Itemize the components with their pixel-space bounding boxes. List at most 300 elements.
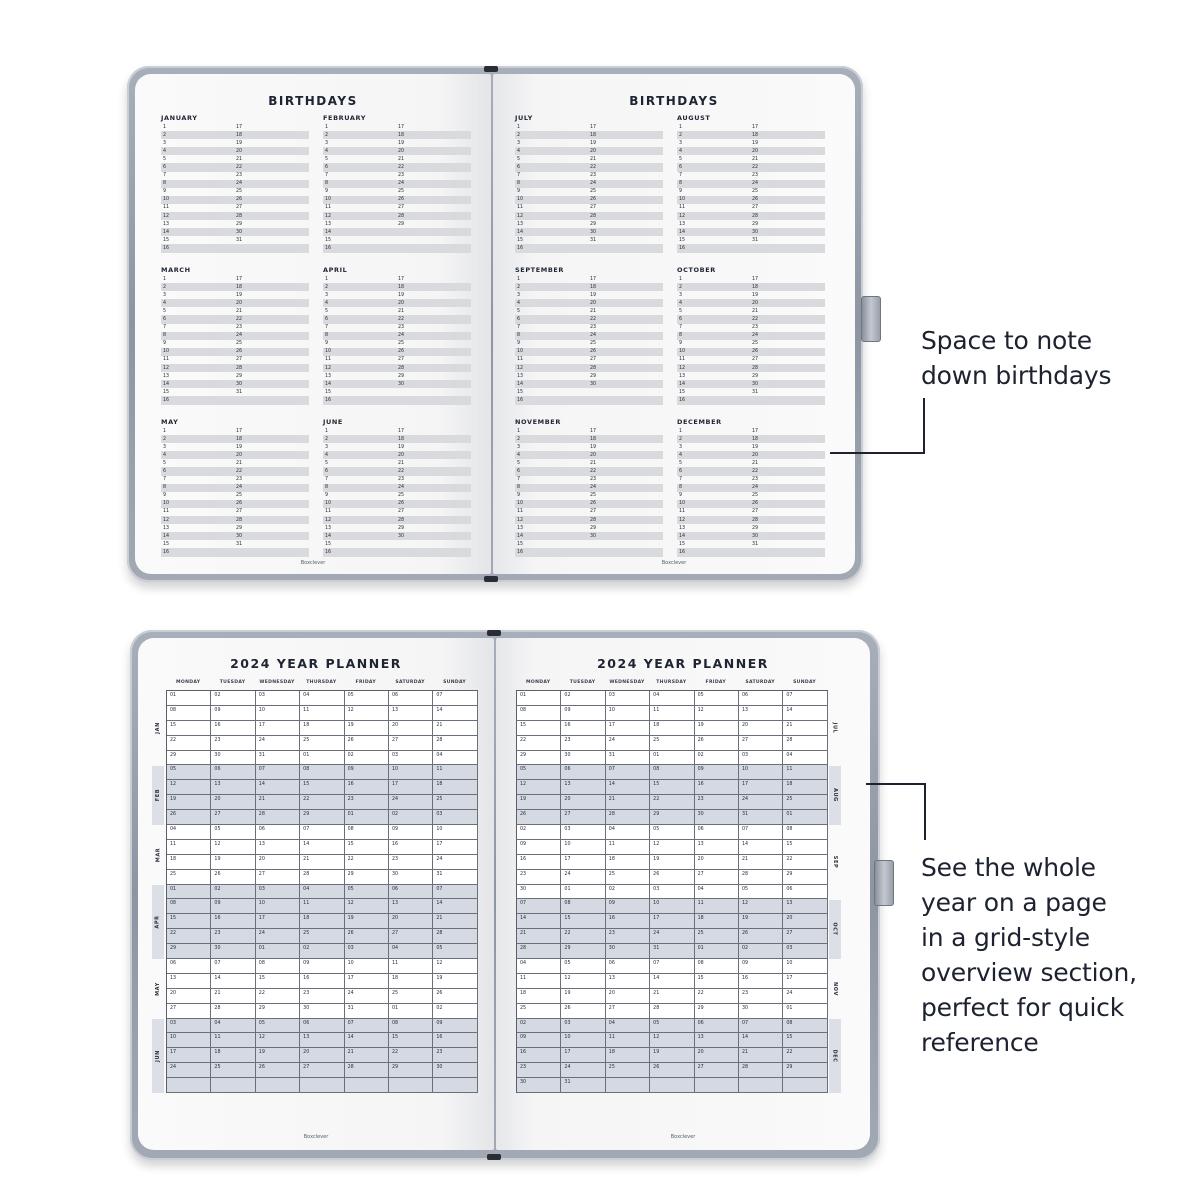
day-cell[interactable]: 16 xyxy=(739,974,783,989)
day-cell[interactable]: 30 xyxy=(389,870,433,885)
day-cell[interactable]: 26 xyxy=(561,1004,605,1019)
day-cell[interactable]: 14 xyxy=(345,1033,389,1048)
birthday-entry-row[interactable] xyxy=(515,396,663,404)
birthday-entry-row[interactable] xyxy=(161,532,309,540)
day-cell[interactable]: 30 xyxy=(433,1063,477,1078)
day-cell[interactable]: 23 xyxy=(211,929,255,944)
birthday-entry-row[interactable] xyxy=(323,548,471,556)
day-cell[interactable]: 02 xyxy=(606,885,650,900)
day-cell[interactable]: 25 xyxy=(300,929,344,944)
day-cell[interactable]: 21 xyxy=(517,929,561,944)
birthday-entry-row[interactable] xyxy=(323,139,471,147)
birthday-entry-row[interactable] xyxy=(323,540,471,548)
birthday-entry-row[interactable] xyxy=(323,484,471,492)
day-cell[interactable]: 23 xyxy=(606,929,650,944)
birthday-entry-row[interactable] xyxy=(161,516,309,524)
birthday-entry-row[interactable] xyxy=(677,532,825,540)
day-cell[interactable]: 30 xyxy=(561,751,605,766)
birthday-entry-row[interactable] xyxy=(323,372,471,380)
day-cell[interactable]: 11 xyxy=(606,840,650,855)
day-cell[interactable]: 12 xyxy=(345,706,389,721)
birthday-entry-row[interactable] xyxy=(515,548,663,556)
birthday-entry-row[interactable] xyxy=(515,516,663,524)
day-cell[interactable]: 18 xyxy=(695,914,739,929)
day-cell[interactable]: 07 xyxy=(739,1019,783,1034)
birthday-entry-row[interactable] xyxy=(515,324,663,332)
day-cell[interactable] xyxy=(739,1078,783,1093)
day-cell[interactable]: 27 xyxy=(389,736,433,751)
birthday-entry-row[interactable] xyxy=(161,131,309,139)
day-cell[interactable]: 23 xyxy=(389,855,433,870)
birthday-entry-row[interactable] xyxy=(323,340,471,348)
day-cell[interactable]: 06 xyxy=(389,885,433,900)
day-cell[interactable]: 16 xyxy=(517,855,561,870)
day-cell[interactable]: 19 xyxy=(517,795,561,810)
day-cell[interactable]: 29 xyxy=(561,944,605,959)
day-cell[interactable]: 06 xyxy=(167,959,211,974)
day-cell[interactable]: 01 xyxy=(650,751,694,766)
day-cell[interactable]: 21 xyxy=(783,721,827,736)
birthday-entry-row[interactable] xyxy=(515,540,663,548)
birthday-entry-row[interactable] xyxy=(323,123,471,131)
day-cell[interactable]: 07 xyxy=(211,959,255,974)
birthday-entry-row[interactable] xyxy=(515,275,663,283)
birthday-entry-row[interactable] xyxy=(161,435,309,443)
day-cell[interactable]: 09 xyxy=(739,959,783,974)
day-cell[interactable]: 16 xyxy=(345,780,389,795)
day-cell[interactable]: 15 xyxy=(561,914,605,929)
day-cell[interactable]: 05 xyxy=(345,691,389,706)
day-cell[interactable]: 12 xyxy=(561,974,605,989)
day-cell[interactable]: 13 xyxy=(695,840,739,855)
day-cell[interactable]: 28 xyxy=(739,1063,783,1078)
day-cell[interactable]: 06 xyxy=(606,959,650,974)
birthday-entry-row[interactable] xyxy=(161,307,309,315)
birthday-entry-row[interactable] xyxy=(323,275,471,283)
day-cell[interactable]: 27 xyxy=(783,929,827,944)
birthday-entry-row[interactable] xyxy=(515,236,663,244)
day-cell[interactable]: 21 xyxy=(256,795,300,810)
birthday-entry-row[interactable] xyxy=(161,155,309,163)
day-cell[interactable] xyxy=(650,1078,694,1093)
day-cell[interactable]: 11 xyxy=(300,899,344,914)
day-cell[interactable]: 30 xyxy=(517,1078,561,1093)
birthday-entry-row[interactable] xyxy=(677,388,825,396)
day-cell[interactable]: 17 xyxy=(606,721,650,736)
day-cell[interactable]: 25 xyxy=(650,736,694,751)
day-cell[interactable]: 22 xyxy=(650,795,694,810)
birthday-entry-row[interactable] xyxy=(677,332,825,340)
day-cell[interactable]: 22 xyxy=(167,929,211,944)
day-cell[interactable]: 29 xyxy=(695,1004,739,1019)
day-cell[interactable]: 05 xyxy=(739,885,783,900)
day-cell[interactable]: 12 xyxy=(167,780,211,795)
birthday-entry-row[interactable] xyxy=(677,364,825,372)
birthday-entry-row[interactable] xyxy=(161,228,309,236)
day-cell[interactable]: 08 xyxy=(256,959,300,974)
birthday-entry-row[interactable] xyxy=(677,299,825,307)
birthday-entry-row[interactable] xyxy=(515,443,663,451)
day-cell[interactable]: 28 xyxy=(345,1063,389,1078)
day-cell[interactable]: 31 xyxy=(561,1078,605,1093)
day-cell[interactable]: 13 xyxy=(389,706,433,721)
birthday-entry-row[interactable] xyxy=(515,315,663,323)
day-cell[interactable]: 13 xyxy=(256,840,300,855)
day-cell[interactable]: 18 xyxy=(433,780,477,795)
birthday-entry-row[interactable] xyxy=(515,356,663,364)
day-cell[interactable]: 17 xyxy=(783,974,827,989)
birthday-entry-row[interactable] xyxy=(161,188,309,196)
day-cell[interactable]: 19 xyxy=(739,914,783,929)
day-cell[interactable]: 24 xyxy=(606,736,650,751)
birthday-entry-row[interactable] xyxy=(677,356,825,364)
day-cell[interactable]: 25 xyxy=(167,870,211,885)
birthday-entry-row[interactable] xyxy=(161,180,309,188)
birthday-entry-row[interactable] xyxy=(323,236,471,244)
birthday-entry-row[interactable] xyxy=(677,212,825,220)
day-cell[interactable]: 10 xyxy=(650,899,694,914)
day-cell[interactable]: 21 xyxy=(739,855,783,870)
day-cell[interactable]: 15 xyxy=(167,721,211,736)
day-cell[interactable]: 06 xyxy=(695,1019,739,1034)
day-cell[interactable]: 09 xyxy=(695,765,739,780)
day-cell[interactable]: 27 xyxy=(695,870,739,885)
day-cell[interactable]: 18 xyxy=(167,855,211,870)
day-cell[interactable]: 20 xyxy=(561,795,605,810)
birthday-entry-row[interactable] xyxy=(677,307,825,315)
day-cell[interactable]: 24 xyxy=(650,929,694,944)
birthday-entry-row[interactable] xyxy=(161,348,309,356)
birthday-entry-row[interactable] xyxy=(677,236,825,244)
day-cell[interactable]: 30 xyxy=(211,944,255,959)
birthday-entry-row[interactable] xyxy=(323,492,471,500)
day-cell[interactable]: 01 xyxy=(256,944,300,959)
birthday-entry-row[interactable] xyxy=(161,275,309,283)
day-cell[interactable]: 19 xyxy=(256,1048,300,1063)
birthday-entry-row[interactable] xyxy=(323,204,471,212)
day-cell[interactable]: 11 xyxy=(695,899,739,914)
day-cell[interactable]: 04 xyxy=(300,691,344,706)
day-cell[interactable]: 05 xyxy=(650,825,694,840)
birthday-entry-row[interactable] xyxy=(323,291,471,299)
day-cell[interactable]: 19 xyxy=(650,855,694,870)
day-cell[interactable]: 14 xyxy=(606,780,650,795)
day-cell[interactable]: 20 xyxy=(389,721,433,736)
day-cell[interactable]: 24 xyxy=(561,870,605,885)
day-cell[interactable]: 14 xyxy=(256,780,300,795)
day-cell[interactable]: 29 xyxy=(783,870,827,885)
day-cell[interactable]: 22 xyxy=(300,795,344,810)
birthday-entry-row[interactable] xyxy=(515,508,663,516)
day-cell[interactable]: 27 xyxy=(606,1004,650,1019)
day-cell[interactable]: 18 xyxy=(300,721,344,736)
day-cell[interactable]: 12 xyxy=(650,840,694,855)
day-cell[interactable]: 29 xyxy=(256,1004,300,1019)
birthday-entry-row[interactable] xyxy=(161,524,309,532)
birthday-entry-row[interactable] xyxy=(323,396,471,404)
birthday-entry-row[interactable] xyxy=(677,380,825,388)
day-cell[interactable]: 30 xyxy=(211,751,255,766)
birthday-entry-row[interactable] xyxy=(161,540,309,548)
birthday-entry-row[interactable] xyxy=(677,484,825,492)
day-cell[interactable]: 26 xyxy=(167,810,211,825)
birthday-entry-row[interactable] xyxy=(677,123,825,131)
day-cell[interactable]: 01 xyxy=(783,810,827,825)
day-cell[interactable]: 05 xyxy=(211,825,255,840)
day-cell[interactable]: 10 xyxy=(561,840,605,855)
birthday-entry-row[interactable] xyxy=(677,180,825,188)
birthday-entry-row[interactable] xyxy=(323,155,471,163)
day-cell[interactable]: 29 xyxy=(167,751,211,766)
birthday-entry-row[interactable] xyxy=(677,443,825,451)
day-cell[interactable]: 31 xyxy=(256,751,300,766)
day-cell[interactable]: 06 xyxy=(389,691,433,706)
day-cell[interactable]: 30 xyxy=(695,810,739,825)
birthday-entry-row[interactable] xyxy=(677,139,825,147)
day-cell[interactable]: 08 xyxy=(345,825,389,840)
day-cell[interactable]: 08 xyxy=(300,765,344,780)
birthday-entry-row[interactable] xyxy=(323,380,471,388)
day-cell[interactable]: 24 xyxy=(389,795,433,810)
day-cell[interactable]: 02 xyxy=(211,885,255,900)
day-cell[interactable]: 09 xyxy=(517,1033,561,1048)
day-cell[interactable]: 09 xyxy=(433,1019,477,1034)
day-cell[interactable]: 03 xyxy=(433,810,477,825)
day-cell[interactable]: 04 xyxy=(517,959,561,974)
day-cell[interactable]: 18 xyxy=(783,780,827,795)
day-cell[interactable]: 08 xyxy=(561,899,605,914)
birthday-entry-row[interactable] xyxy=(161,380,309,388)
day-cell[interactable]: 17 xyxy=(650,914,694,929)
day-cell[interactable]: 07 xyxy=(256,765,300,780)
day-cell[interactable]: 05 xyxy=(167,765,211,780)
day-cell[interactable]: 21 xyxy=(433,914,477,929)
day-cell[interactable]: 16 xyxy=(561,721,605,736)
day-cell[interactable]: 03 xyxy=(561,1019,605,1034)
birthday-entry-row[interactable] xyxy=(677,163,825,171)
day-cell[interactable]: 07 xyxy=(345,1019,389,1034)
day-cell[interactable]: 19 xyxy=(167,795,211,810)
birthday-entry-row[interactable] xyxy=(161,332,309,340)
day-cell[interactable]: 02 xyxy=(345,751,389,766)
birthday-entry-row[interactable] xyxy=(515,204,663,212)
birthday-entry-row[interactable] xyxy=(323,516,471,524)
birthday-entry-row[interactable] xyxy=(677,467,825,475)
day-cell[interactable]: 30 xyxy=(300,1004,344,1019)
day-cell[interactable]: 18 xyxy=(211,1048,255,1063)
day-cell[interactable]: 21 xyxy=(433,721,477,736)
day-cell[interactable]: 06 xyxy=(739,691,783,706)
birthday-entry-row[interactable] xyxy=(323,500,471,508)
birthday-entry-row[interactable] xyxy=(515,459,663,467)
day-cell[interactable]: 30 xyxy=(517,885,561,900)
day-cell[interactable]: 27 xyxy=(211,810,255,825)
birthday-entry-row[interactable] xyxy=(161,492,309,500)
day-cell[interactable]: 24 xyxy=(256,929,300,944)
day-cell[interactable]: 22 xyxy=(783,1048,827,1063)
day-cell[interactable]: 01 xyxy=(167,885,211,900)
day-cell[interactable]: 01 xyxy=(783,1004,827,1019)
birthday-entry-row[interactable] xyxy=(677,220,825,228)
day-cell[interactable]: 16 xyxy=(211,721,255,736)
day-cell[interactable]: 25 xyxy=(695,929,739,944)
day-cell[interactable]: 17 xyxy=(389,780,433,795)
day-cell[interactable]: 25 xyxy=(606,1063,650,1078)
day-cell[interactable]: 10 xyxy=(256,706,300,721)
day-cell[interactable]: 24 xyxy=(256,736,300,751)
day-cell[interactable]: 08 xyxy=(783,1019,827,1034)
day-cell[interactable]: 27 xyxy=(695,1063,739,1078)
birthday-entry-row[interactable] xyxy=(323,459,471,467)
day-cell[interactable]: 03 xyxy=(561,825,605,840)
day-cell[interactable]: 01 xyxy=(389,1004,433,1019)
birthday-entry-row[interactable] xyxy=(161,451,309,459)
birthday-entry-row[interactable] xyxy=(515,427,663,435)
day-cell[interactable]: 21 xyxy=(300,855,344,870)
birthday-entry-row[interactable] xyxy=(161,236,309,244)
birthday-entry-row[interactable] xyxy=(515,212,663,220)
day-cell[interactable]: 26 xyxy=(739,929,783,944)
day-cell[interactable]: 15 xyxy=(256,974,300,989)
day-cell[interactable]: 20 xyxy=(256,855,300,870)
birthday-entry-row[interactable] xyxy=(323,435,471,443)
birthday-entry-row[interactable] xyxy=(161,204,309,212)
day-cell[interactable]: 09 xyxy=(211,706,255,721)
day-cell[interactable]: 31 xyxy=(650,944,694,959)
day-cell[interactable] xyxy=(389,1078,433,1093)
day-cell[interactable]: 04 xyxy=(389,944,433,959)
birthday-entry-row[interactable] xyxy=(677,476,825,484)
day-cell[interactable]: 22 xyxy=(345,855,389,870)
birthday-entry-row[interactable] xyxy=(677,324,825,332)
day-cell[interactable]: 12 xyxy=(695,706,739,721)
birthday-entry-row[interactable] xyxy=(161,299,309,307)
day-cell[interactable]: 31 xyxy=(606,751,650,766)
day-cell[interactable]: 17 xyxy=(345,974,389,989)
day-cell[interactable]: 12 xyxy=(256,1033,300,1048)
birthday-entry-row[interactable] xyxy=(677,291,825,299)
birthday-entry-row[interactable] xyxy=(677,275,825,283)
birthday-entry-row[interactable] xyxy=(161,315,309,323)
birthday-entry-row[interactable] xyxy=(161,364,309,372)
day-cell[interactable]: 14 xyxy=(783,706,827,721)
day-cell[interactable]: 24 xyxy=(783,989,827,1004)
day-cell[interactable]: 22 xyxy=(783,855,827,870)
day-cell[interactable]: 21 xyxy=(650,989,694,1004)
day-cell[interactable]: 29 xyxy=(167,944,211,959)
birthday-entry-row[interactable] xyxy=(161,396,309,404)
day-cell[interactable]: 19 xyxy=(345,721,389,736)
birthday-entry-row[interactable] xyxy=(677,500,825,508)
birthday-entry-row[interactable] xyxy=(677,427,825,435)
day-cell[interactable]: 20 xyxy=(300,1048,344,1063)
day-cell[interactable]: 12 xyxy=(517,780,561,795)
day-cell[interactable]: 30 xyxy=(606,944,650,959)
birthday-entry-row[interactable] xyxy=(515,364,663,372)
birthday-entry-row[interactable] xyxy=(677,451,825,459)
birthday-entry-row[interactable] xyxy=(323,228,471,236)
day-cell[interactable]: 24 xyxy=(739,795,783,810)
day-cell[interactable]: 24 xyxy=(345,989,389,1004)
birthday-entry-row[interactable] xyxy=(677,492,825,500)
day-cell[interactable]: 31 xyxy=(433,870,477,885)
day-cell[interactable]: 10 xyxy=(256,899,300,914)
day-cell[interactable]: 01 xyxy=(167,691,211,706)
day-cell[interactable]: 10 xyxy=(345,959,389,974)
day-cell[interactable]: 07 xyxy=(433,691,477,706)
day-cell[interactable]: 23 xyxy=(211,736,255,751)
day-cell[interactable]: 04 xyxy=(211,1019,255,1034)
day-cell[interactable]: 15 xyxy=(300,780,344,795)
day-cell[interactable]: 07 xyxy=(517,899,561,914)
birthday-entry-row[interactable] xyxy=(515,388,663,396)
day-cell[interactable]: 07 xyxy=(300,825,344,840)
birthday-entry-row[interactable] xyxy=(161,163,309,171)
birthday-entry-row[interactable] xyxy=(323,283,471,291)
birthday-entry-row[interactable] xyxy=(677,372,825,380)
day-cell[interactable]: 25 xyxy=(389,989,433,1004)
day-cell[interactable]: 05 xyxy=(517,765,561,780)
birthday-entry-row[interactable] xyxy=(323,388,471,396)
birthday-entry-row[interactable] xyxy=(161,123,309,131)
day-cell[interactable]: 25 xyxy=(433,795,477,810)
day-cell[interactable]: 09 xyxy=(345,765,389,780)
day-cell[interactable]: 02 xyxy=(695,751,739,766)
birthday-entry-row[interactable] xyxy=(323,307,471,315)
birthday-entry-row[interactable] xyxy=(515,532,663,540)
day-cell[interactable]: 01 xyxy=(300,751,344,766)
birthday-entry-row[interactable] xyxy=(515,340,663,348)
birthday-entry-row[interactable] xyxy=(677,172,825,180)
birthday-entry-row[interactable] xyxy=(515,188,663,196)
birthday-entry-row[interactable] xyxy=(161,388,309,396)
day-cell[interactable]: 11 xyxy=(650,706,694,721)
day-cell[interactable]: 01 xyxy=(517,691,561,706)
day-cell[interactable]: 29 xyxy=(517,751,561,766)
day-cell[interactable]: 16 xyxy=(300,974,344,989)
day-cell[interactable] xyxy=(256,1078,300,1093)
day-cell[interactable]: 27 xyxy=(167,1004,211,1019)
day-cell[interactable]: 14 xyxy=(300,840,344,855)
day-cell[interactable]: 13 xyxy=(211,780,255,795)
birthday-entry-row[interactable] xyxy=(323,220,471,228)
birthday-entry-row[interactable] xyxy=(515,484,663,492)
day-cell[interactable]: 06 xyxy=(695,825,739,840)
birthday-entry-row[interactable] xyxy=(677,459,825,467)
day-cell[interactable] xyxy=(606,1078,650,1093)
day-cell[interactable]: 03 xyxy=(256,691,300,706)
day-cell[interactable]: 10 xyxy=(433,825,477,840)
day-cell[interactable]: 26 xyxy=(211,870,255,885)
day-cell[interactable]: 13 xyxy=(561,780,605,795)
birthday-entry-row[interactable] xyxy=(515,180,663,188)
day-cell[interactable]: 08 xyxy=(517,706,561,721)
day-cell[interactable]: 28 xyxy=(650,1004,694,1019)
birthday-entry-row[interactable] xyxy=(515,131,663,139)
day-cell[interactable]: 28 xyxy=(433,736,477,751)
birthday-entry-row[interactable] xyxy=(161,220,309,228)
day-cell[interactable]: 10 xyxy=(783,959,827,974)
day-cell[interactable]: 04 xyxy=(300,885,344,900)
birthday-entry-row[interactable] xyxy=(161,500,309,508)
day-cell[interactable]: 15 xyxy=(167,914,211,929)
day-cell[interactable]: 13 xyxy=(695,1033,739,1048)
day-cell[interactable]: 27 xyxy=(561,810,605,825)
day-cell[interactable]: 31 xyxy=(345,1004,389,1019)
birthday-entry-row[interactable] xyxy=(515,332,663,340)
day-cell[interactable]: 05 xyxy=(433,944,477,959)
day-cell[interactable]: 11 xyxy=(300,706,344,721)
